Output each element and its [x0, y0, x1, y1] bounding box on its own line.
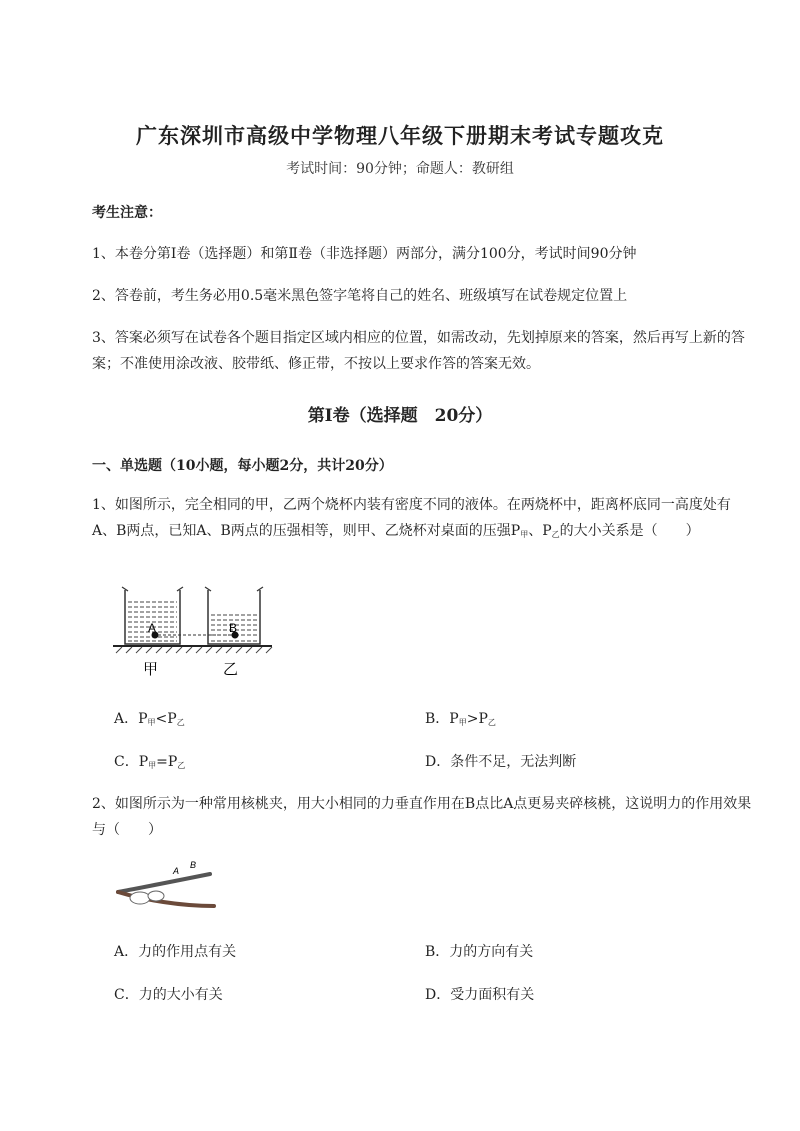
page-title: 广东深圳市高级中学物理八年级下册期末考试专题攻克: [136, 123, 664, 148]
q1-option-d[interactable]: D．条件不足，无法判断: [425, 754, 577, 770]
q1-option-c-sub1: 甲: [148, 761, 157, 770]
q2-option-c[interactable]: C．力的大小有关: [114, 987, 223, 1003]
q1-option-b[interactable]: [425, 708, 496, 728]
q1-stem-a: 1、如图所示，完全相同的甲，乙两个烧杯内装有密度不同的液体。在两烧杯中，距离杯底同一高度处有A、B两点，已知A、B两点的压强相等，则甲、乙烧杯对桌面的压强P: [92, 497, 731, 539]
nutcracker-label-a: A: [173, 866, 180, 876]
exam-info: 考试时间：90分钟；命题人：教研组: [286, 161, 514, 177]
q1-stem-sub-jia: 甲: [520, 530, 529, 539]
q2-option-a[interactable]: A．力的作用点有关: [114, 944, 237, 960]
q1-option-c-mid: =P: [156, 754, 178, 770]
note-item-1: 1、本卷分第I卷（选择题）和第Ⅱ卷（非选择题）两部分，满分100分，考试时间90分钟: [92, 246, 637, 262]
q1-stem-b: 的大小关系是（ ）: [559, 523, 700, 539]
figure-label-yi: 乙: [223, 660, 239, 678]
q1-option-a[interactable]: [114, 708, 185, 728]
q1-stem-mid: 、P: [528, 523, 552, 539]
notes-heading: 考生注意：: [92, 205, 162, 221]
note-item-2: 2、答卷前，考生务必用0.5毫米黑色签字笔将自己的姓名、班级填写在试卷规定位置上: [92, 288, 628, 304]
q1-option-a-sub2: 乙: [176, 718, 185, 727]
section-title: 第I卷（选择题 20分）: [307, 406, 493, 426]
figure-label-jia: 甲: [143, 660, 159, 678]
beakers-figure: [110, 582, 280, 682]
question-1-stem: [92, 492, 752, 548]
q1-option-b-prefix: B．P: [425, 711, 459, 727]
nutcracker-label-b: B: [190, 860, 197, 870]
q1-option-a-prefix: A．P: [114, 711, 148, 727]
figure-label-a: A: [148, 621, 157, 635]
q1-option-b-sub1: 甲: [458, 718, 467, 727]
q2-option-b[interactable]: B．力的方向有关: [425, 944, 534, 960]
q1-option-a-mid: <P: [155, 711, 177, 727]
q1-option-c-sub2: 乙: [177, 761, 186, 770]
figure-label-b: B: [229, 621, 238, 635]
part-heading: 一、单选题（10小题，每小题2分，共计20分）: [92, 458, 393, 474]
q1-option-b-sub2: 乙: [487, 718, 496, 727]
note-item-3: 3、答案必须写在试卷各个题目指定区域内相应的位置，如需改动，先划掉原来的答案，然后再写上新的答案；不准使用涂改液、胶带纸、修正带，不按以上要求作答的答案无效。: [92, 330, 745, 372]
q1-option-a-sub1: 甲: [147, 718, 156, 727]
q2-option-d[interactable]: D．受力面积有关: [425, 987, 535, 1003]
q1-stem-sub-yi: 乙: [551, 530, 560, 539]
table-hatching: [116, 647, 272, 653]
q1-option-c[interactable]: [114, 751, 185, 771]
q1-option-b-mid: >P: [466, 711, 488, 727]
q1-option-c-prefix: C．P: [114, 754, 149, 770]
question-2-stem: 2、如图所示为一种常用核桃夹，用大小相同的力垂直作用在B点比A点更易夹碎核桃，这说明力的作用效果与（ ）: [92, 796, 752, 838]
nutcracker-figure: [110, 858, 220, 918]
